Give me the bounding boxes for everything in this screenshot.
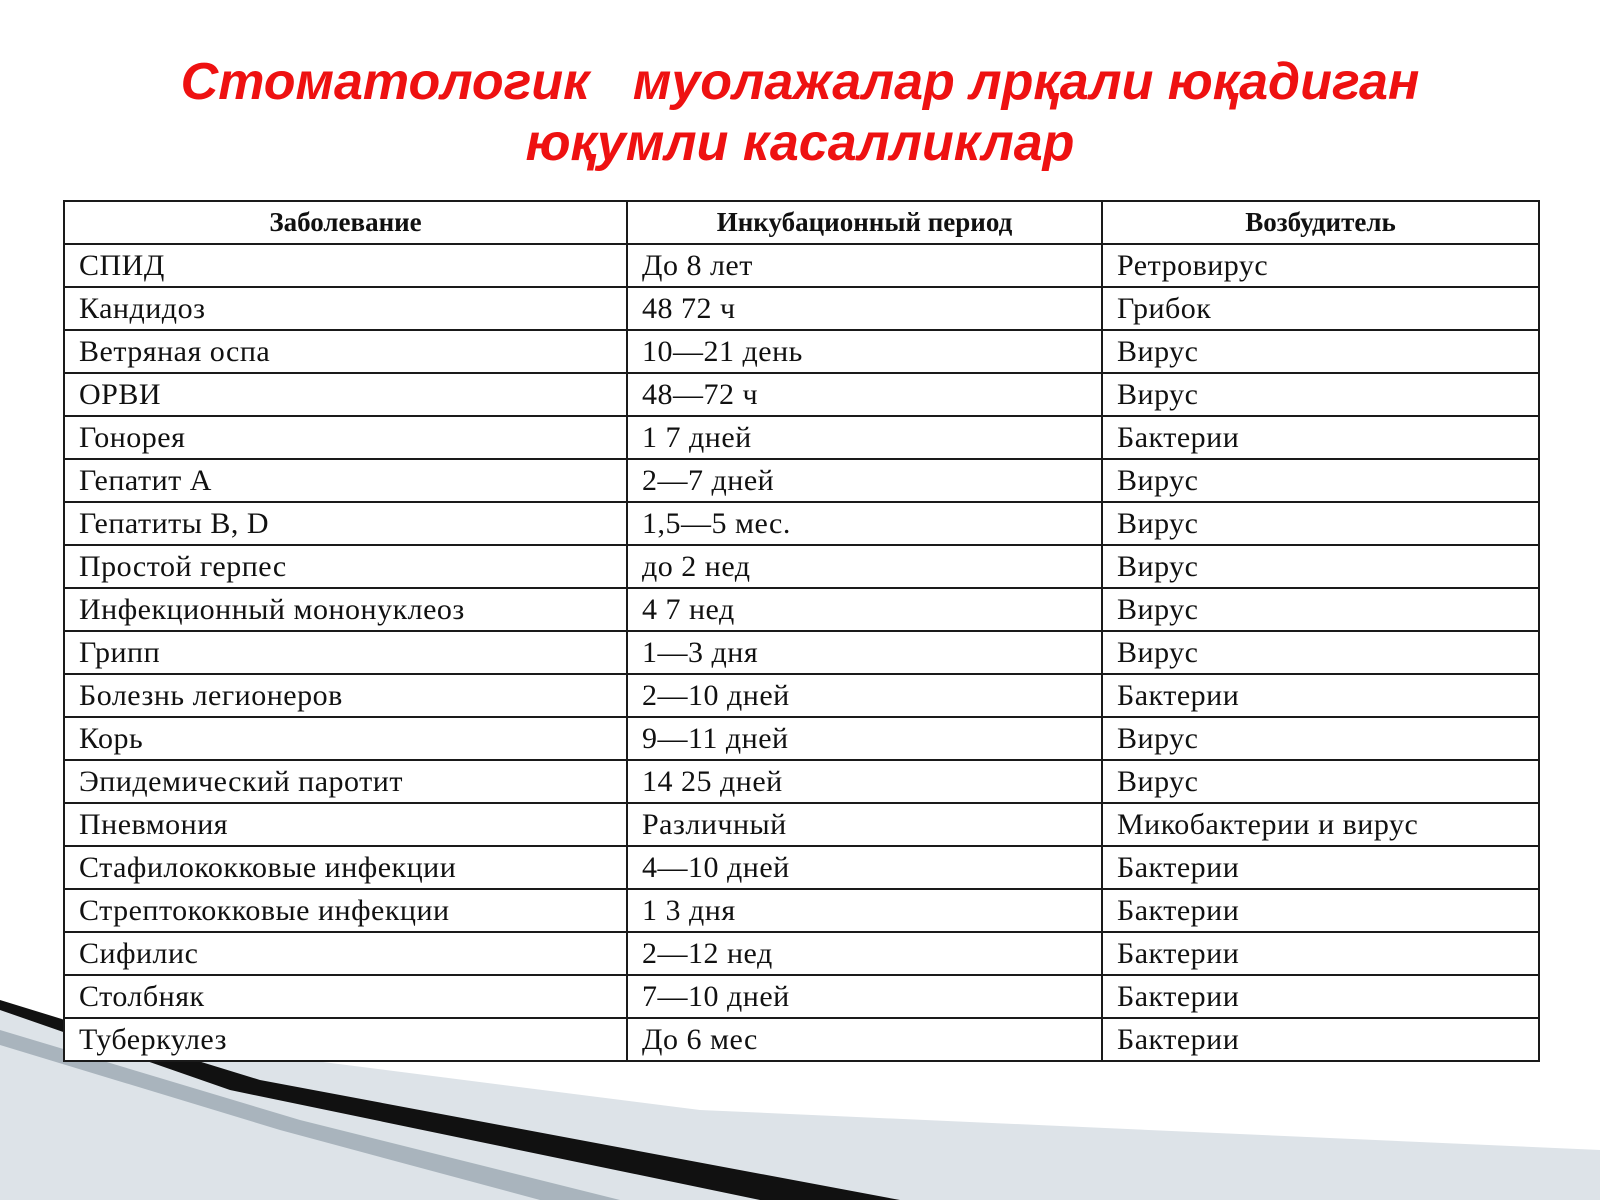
incubation-period-cell: 9—11 дней [627, 717, 1102, 760]
pathogen-cell: Вирус [1102, 717, 1539, 760]
incubation-period-cell: 1—3 дня [627, 631, 1102, 674]
incubation-period-cell: 4 7 нед [627, 588, 1102, 631]
slide-title-line-1: Стоматологик муолажалар лрқали юқадиган [180, 53, 1420, 111]
disease-cell: Стрептококковые инфекции [64, 889, 627, 932]
disease-cell: Гепатит А [64, 459, 627, 502]
table-row [64, 502, 1539, 545]
column-header-disease: Заболевание [64, 201, 627, 244]
pathogen-cell: Бактерии [1102, 846, 1539, 889]
incubation-period-cell: 1,5—5 мес. [627, 502, 1102, 545]
pathogen-cell: Бактерии [1102, 932, 1539, 975]
table-row [64, 889, 1539, 932]
disease-cell: Болезнь легионеров [64, 674, 627, 717]
table-row [64, 975, 1539, 1018]
disease-cell: Простой герпес [64, 545, 627, 588]
incubation-period-cell: 10—21 день [627, 330, 1102, 373]
pathogen-cell: Вирус [1102, 760, 1539, 803]
table-row [64, 803, 1539, 846]
incubation-period-cell: 1 3 дня [627, 889, 1102, 932]
incubation-period-cell: До 6 мес [627, 1018, 1102, 1061]
pathogen-cell: Вирус [1102, 330, 1539, 373]
pathogen-cell: Бактерии [1102, 975, 1539, 1018]
table-row [64, 1018, 1539, 1061]
pathogen-cell: Грибок [1102, 287, 1539, 330]
disease-cell: Корь [64, 717, 627, 760]
incubation-period-cell: 2—10 дней [627, 674, 1102, 717]
pathogen-cell: Вирус [1102, 502, 1539, 545]
table-row [64, 330, 1539, 373]
table-row [64, 287, 1539, 330]
pathogen-cell: Микобактерии и вирус [1102, 803, 1539, 846]
incubation-period-cell: До 8 лет [627, 244, 1102, 287]
incubation-period-cell: 14 25 дней [627, 760, 1102, 803]
disease-cell: Гепатиты В, D [64, 502, 627, 545]
column-header-pathogen: Возбудитель [1102, 201, 1539, 244]
incubation-period-cell: 2—12 нед [627, 932, 1102, 975]
disease-cell: Кандидоз [64, 287, 627, 330]
incubation-period-cell: 4—10 дней [627, 846, 1102, 889]
pathogen-cell: Вирус [1102, 459, 1539, 502]
column-header-incubation-period: Инкубационный период [627, 201, 1102, 244]
slide-title [60, 52, 1540, 174]
disease-cell: Грипп [64, 631, 627, 674]
pathogen-cell: Ретровирус [1102, 244, 1539, 287]
disease-cell: Стафилококковые инфекции [64, 846, 627, 889]
table-row [64, 631, 1539, 674]
incubation-period-cell: 2—7 дней [627, 459, 1102, 502]
disease-cell: Эпидемический паротит [64, 760, 627, 803]
incubation-period-cell: 48 72 ч [627, 287, 1102, 330]
table-row [64, 846, 1539, 889]
disease-cell: СПИД [64, 244, 627, 287]
disease-cell: Туберкулез [64, 1018, 627, 1061]
table-row [64, 545, 1539, 588]
disease-cell: Ветряная оспа [64, 330, 627, 373]
pathogen-cell: Вирус [1102, 373, 1539, 416]
incubation-period-cell: Различный [627, 803, 1102, 846]
disease-cell: Пневмония [64, 803, 627, 846]
pathogen-cell: Бактерии [1102, 889, 1539, 932]
table-row [64, 416, 1539, 459]
table-row [64, 932, 1539, 975]
incubation-period-cell: 1 7 дней [627, 416, 1102, 459]
table-row [64, 244, 1539, 287]
pathogen-cell: Вирус [1102, 631, 1539, 674]
disease-cell: Гонорея [64, 416, 627, 459]
diseases-table [63, 200, 1540, 1062]
table-row [64, 459, 1539, 502]
disease-cell: Сифилис [64, 932, 627, 975]
pathogen-cell: Вирус [1102, 588, 1539, 631]
incubation-period-cell: 7—10 дней [627, 975, 1102, 1018]
table-header-row [64, 201, 1539, 244]
slide-title-line-2: юқумли касалликлар [525, 114, 1075, 172]
table-row [64, 588, 1539, 631]
incubation-period-cell: до 2 нед [627, 545, 1102, 588]
table-row [64, 674, 1539, 717]
disease-cell: Столбняк [64, 975, 627, 1018]
pathogen-cell: Бактерии [1102, 674, 1539, 717]
disease-cell: ОРВИ [64, 373, 627, 416]
pathogen-cell: Вирус [1102, 545, 1539, 588]
pathogen-cell: Бактерии [1102, 1018, 1539, 1061]
pathogen-cell: Бактерии [1102, 416, 1539, 459]
incubation-period-cell: 48—72 ч [627, 373, 1102, 416]
table-row [64, 373, 1539, 416]
table-row [64, 760, 1539, 803]
table-body [64, 244, 1539, 1061]
disease-cell: Инфекционный мононуклеоз [64, 588, 627, 631]
table-row [64, 717, 1539, 760]
